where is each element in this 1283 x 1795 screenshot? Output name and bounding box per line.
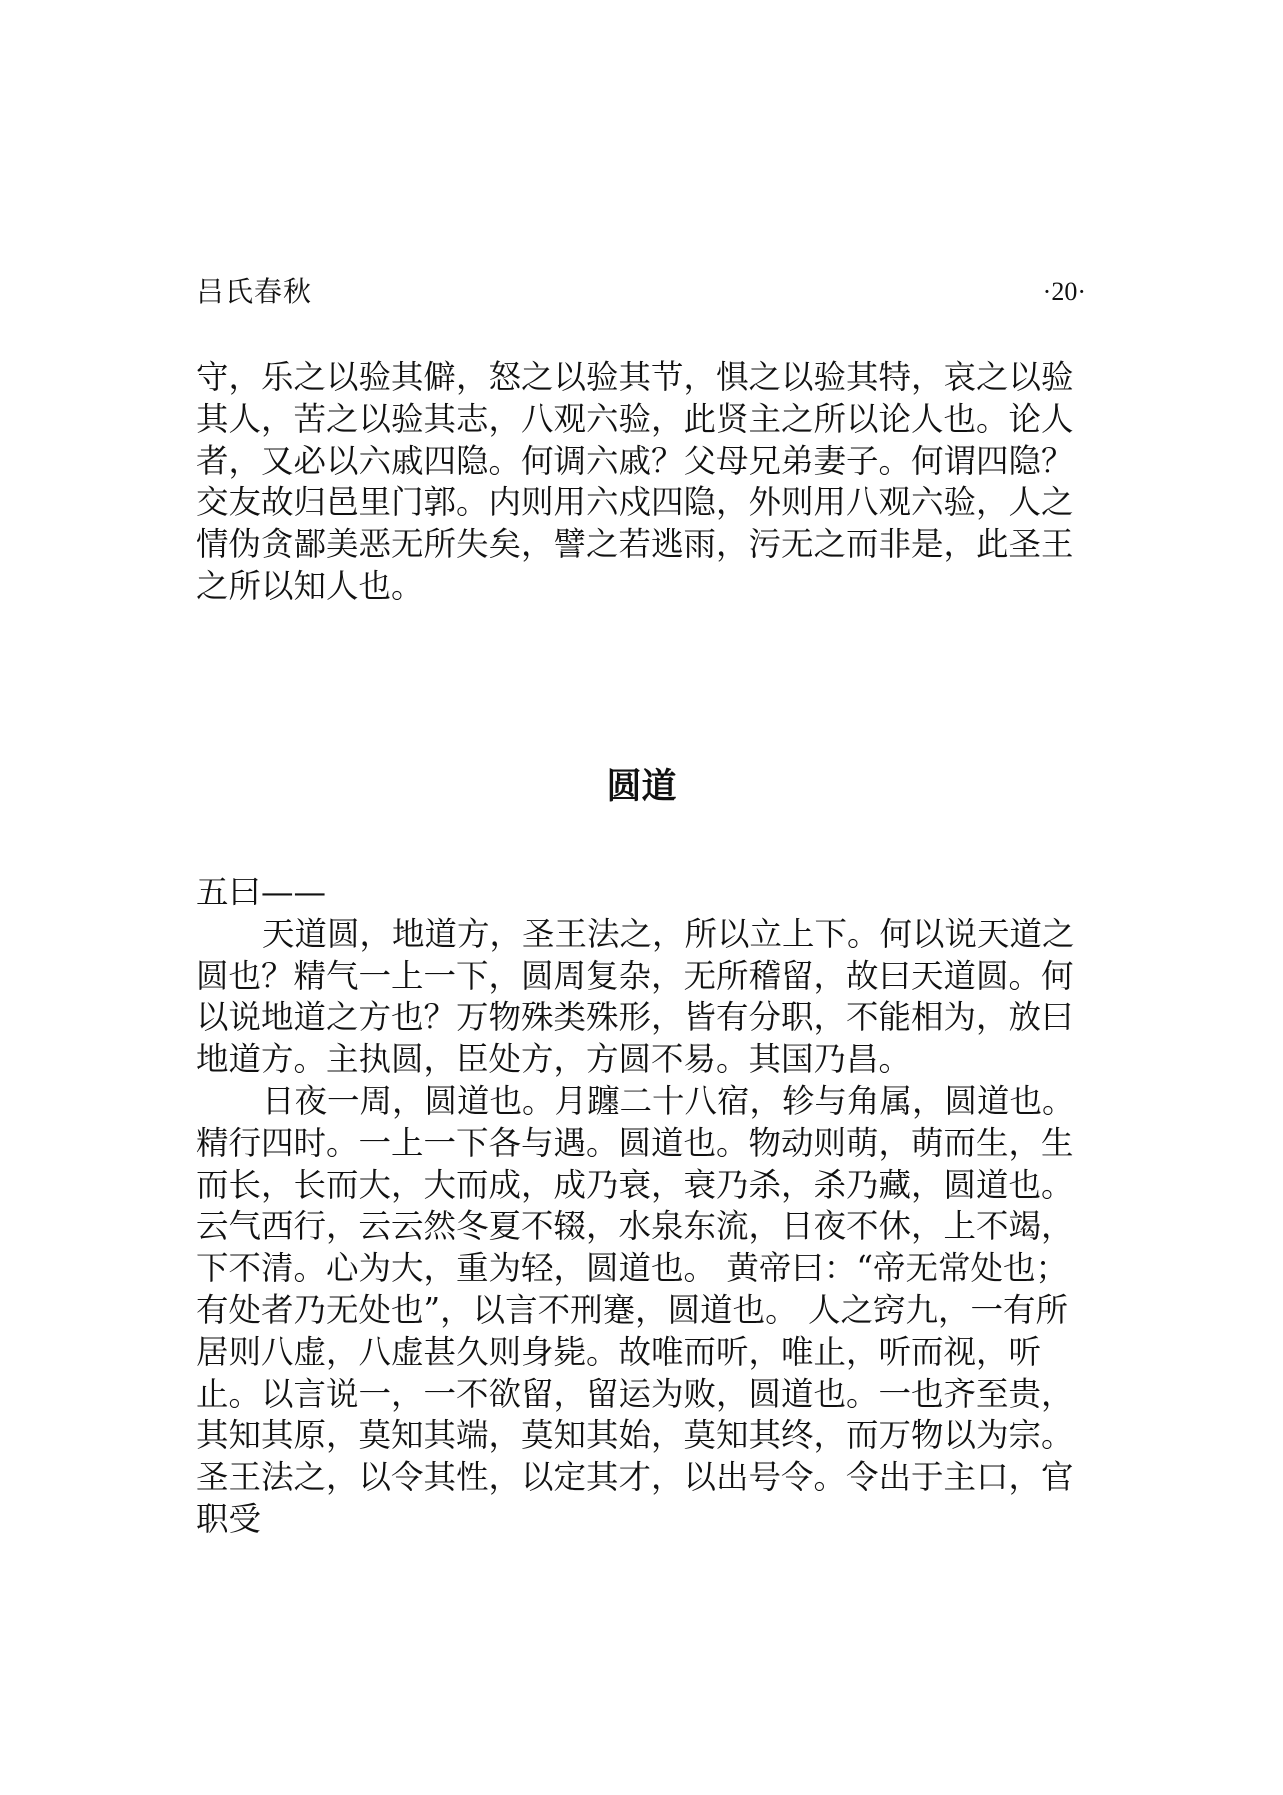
previous-section-text <box>196 357 1086 608</box>
section-title: 圆道 <box>606 767 677 807</box>
paragraph: 日夜一周，圆道也。月躔二十八宿，轸与角属，圆道也。精行四时。一上一下各与遇。圆道也。物动则萌，萌而生，生而长，长而大，大而成，成乃衰，衰乃杀，杀乃藏，圆道也。云气西行，云云然冬夏不辍，水泉东流，日夜不休，上不竭，下不清。心为大，重为轻，圆道也。 黄帝曰：“帝无常处也；有处者乃无处也”，以言不刑蹇，圆道也。 人之窍九，一有所居则八虚，八虚甚久则身毙。故唯而听，唯止，听而视，听止。以言说一，一不欲留，留运为败，圆道也。一也齐至贵，其知其原，莫知其端，莫知其始，莫知其终，而万物以为宗。圣王法之，以令其性，以定其才，以出号令。令出于主口，官职受 <box>196 1081 1075 1538</box>
page-number: ·20· <box>1042 277 1086 306</box>
paragraph: 守，乐之以验其僻，怒之以验其节，惧之以验其特，哀之以验其人，苦之以验其志，八观六验，此贤主之所以论人也。论人者，又必以六戚四隐。何调六戚？父母兄弟妻子。何谓四隐？交友故归邑里门郭。内则用六戍四隐，外则用八观六验，人之情伪贪鄙美恶无所失矣，譬之若逃雨，污无之而非是，此圣王之所以知人也。 <box>196 358 1074 605</box>
section-intro: 五曰—— <box>196 873 327 911</box>
book-title: 吕氏春秋 <box>196 275 313 308</box>
section-body <box>196 872 1086 1541</box>
page-header <box>196 272 1086 312</box>
paragraph: 天道圆，地道方，圣王法之，所以立上下。何以说天道之圆也？精气一上一下，圆周复杂，无所稽留，故曰天道圆。何以说地道之方也？万物殊类殊形，皆有分职，不能相为，放曰地道方。主执圆，臣处方，方圆不易。其国乃昌。 <box>196 914 1075 1079</box>
